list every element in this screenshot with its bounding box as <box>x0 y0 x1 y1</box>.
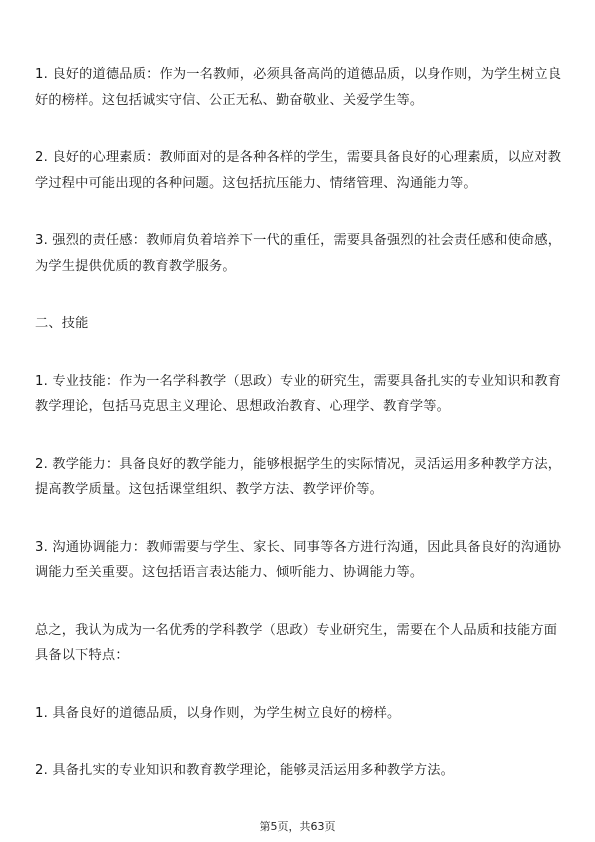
paragraph-communication: 3. 沟通协调能力：教师需要与学生、家长、同事等各方进行沟通，因此具备良好的沟通协调能力至关重要。这包括语言表达能力、倾听能力、协调能力等。 <box>35 539 562 580</box>
paragraph-summary-point-1: 1. 具备良好的道德品质，以身作则，为学生树立良好的榜样。 <box>35 705 401 721</box>
paragraph-psychological-quality: 2. 良好的心理素质：教师面对的是各种各样的学生，需要具备良好的心理素质，以应对教学过程中可能出现的各种问题。这包括抗压能力、情绪管理、沟通能力等。 <box>35 150 562 191</box>
page-number-footer: 第5页，共63页 <box>259 820 336 833</box>
section-heading-skills: 二、技能 <box>35 316 89 331</box>
document-body <box>35 62 565 816</box>
paragraph-responsibility: 3. 强烈的责任感：教师肩负着培养下一代的重任，需要具备强烈的社会责任感和使命感，为学生提供优质的教育教学服务。 <box>35 233 562 274</box>
paragraph-summary: 总之，我认为成为一名优秀的学科教学（思政）专业研究生，需要在个人品质和技能方面具备以下特点： <box>35 622 558 663</box>
paragraph-teaching-ability: 2. 教学能力：具备良好的教学能力，能够根据学生的实际情况，灵活运用多种教学方法，提高教学质量。这包括课堂组织、教学方法、教学评价等。 <box>35 456 562 497</box>
paragraph-summary-point-2: 2. 具备扎实的专业知识和教育教学理论，能够灵活运用多种教学方法。 <box>35 763 454 778</box>
paragraph-moral-quality: 1. 良好的道德品质：作为一名教师，必须具备高尚的道德品质，以身作则，为学生树立良好的榜样。这包括诚实守信、公正无私、勤奋敬业、关爱学生等。 <box>35 67 562 108</box>
paragraph-professional-skills: 1. 专业技能：作为一名学科教学（思政）专业的研究生，需要具备扎实的专业知识和教育教学理论，包括马克思主义理论、思想政治教育、心理学、教育学等。 <box>35 373 562 414</box>
